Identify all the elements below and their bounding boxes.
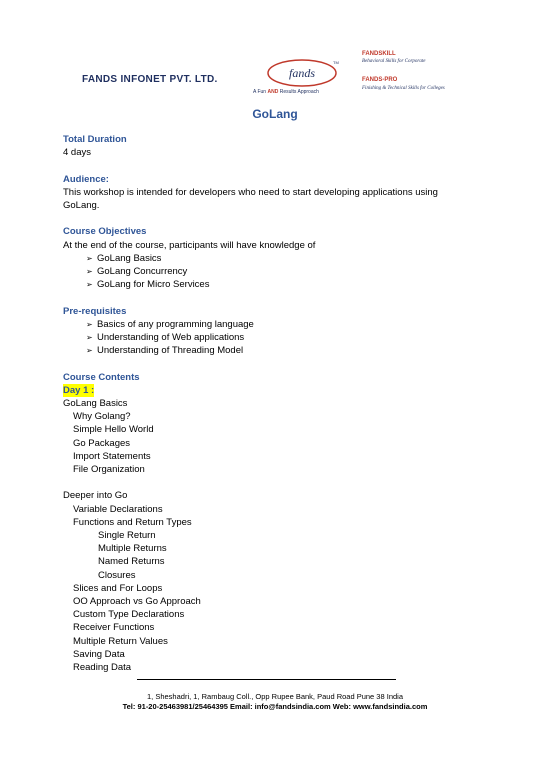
objectives-heading: Course Objectives <box>63 226 147 238</box>
page-title: GoLang <box>252 107 298 121</box>
section-title: Deeper into Go <box>63 490 128 502</box>
audience-heading: Audience: <box>63 173 109 185</box>
duration-value: 4 days <box>63 147 91 159</box>
list-item: Simple Hello World <box>73 424 154 436</box>
sub-list-item: Closures <box>98 569 136 581</box>
tagline-accent: AND <box>267 89 279 95</box>
svg-text:TM: TM <box>333 60 339 65</box>
audience-line1: This workshop is intended for developers who need to start developing applications using <box>63 186 438 198</box>
sub-list-item: Single Return <box>98 530 156 542</box>
list-item: Functions and Return Types <box>73 516 192 528</box>
list-item: Multiple Return Values <box>73 635 168 647</box>
list-item: Go Packages <box>73 437 131 449</box>
list-item: ➢ GoLang for Micro Services <box>86 278 503 291</box>
tagline-suffix: Results Approach <box>279 89 319 95</box>
list-item: ➢ Basics of any programming language <box>86 318 503 331</box>
sub-list-item: Named Returns <box>98 556 165 568</box>
list-item: Saving Data <box>73 648 125 660</box>
brand-fandspro-sub: Finishing & Technical Skills for Colleges <box>362 86 445 91</box>
list-item: Custom Type Declarations <box>73 609 185 621</box>
list-item: File Organization <box>73 464 145 476</box>
list-item: Import Statements <box>73 450 151 462</box>
list-item: Why Golang? <box>73 411 131 423</box>
fands-logo <box>264 58 340 90</box>
list-item: Variable Declarations <box>73 503 163 515</box>
section-title: GoLang Basics <box>63 398 128 409</box>
brand-fandskill-sub: Behavioral Skills for Corporate <box>362 59 426 64</box>
duration-heading: Total Duration <box>63 134 127 145</box>
footer-divider <box>137 679 396 680</box>
prereq-heading: Pre-requisites <box>63 305 127 317</box>
document-body <box>63 133 503 674</box>
tagline-prefix: A Fun <box>253 89 267 95</box>
logo-text: fands <box>288 66 316 80</box>
list-item: Slices and For Loops <box>73 582 163 594</box>
brand-fandspro: FANDS-PRO <box>362 77 398 83</box>
list-item: ➢ Understanding of Web applications <box>86 331 503 344</box>
list-item: Reading Data <box>73 662 132 674</box>
list-item: ➢ GoLang Concurrency <box>86 265 503 278</box>
day-1-label: Day 1 : <box>63 384 95 396</box>
audience-line2: GoLang. <box>63 200 100 211</box>
prereq-list <box>63 318 503 358</box>
footer-contact: Tel: 91-20-25463981/25464395 Email: info@fandsindia.com Web: www.fandsindia.com <box>122 702 428 711</box>
footer-address: 1, Sheshadri, 1, Rambaug Coll., Opp Rupee Bank, Paud Road Pune 38 India <box>147 692 403 701</box>
contents-heading: Course Contents <box>63 371 140 383</box>
objectives-intro: At the end of the course, participants will have knowledge of <box>63 239 316 251</box>
list-item: ➢ Understanding of Threading Model <box>86 344 503 357</box>
list-item: OO Approach vs Go Approach <box>73 596 201 608</box>
brand-fandskill: FANDSKILL <box>362 51 396 57</box>
company-name: FANDS INFONET PVT. LTD. <box>82 74 218 85</box>
list-item: Receiver Functions <box>73 622 155 634</box>
sub-list-item: Multiple Returns <box>98 543 167 555</box>
tagline <box>253 89 319 95</box>
objectives-list <box>63 252 503 292</box>
list-item: ➢ GoLang Basics <box>86 252 503 265</box>
